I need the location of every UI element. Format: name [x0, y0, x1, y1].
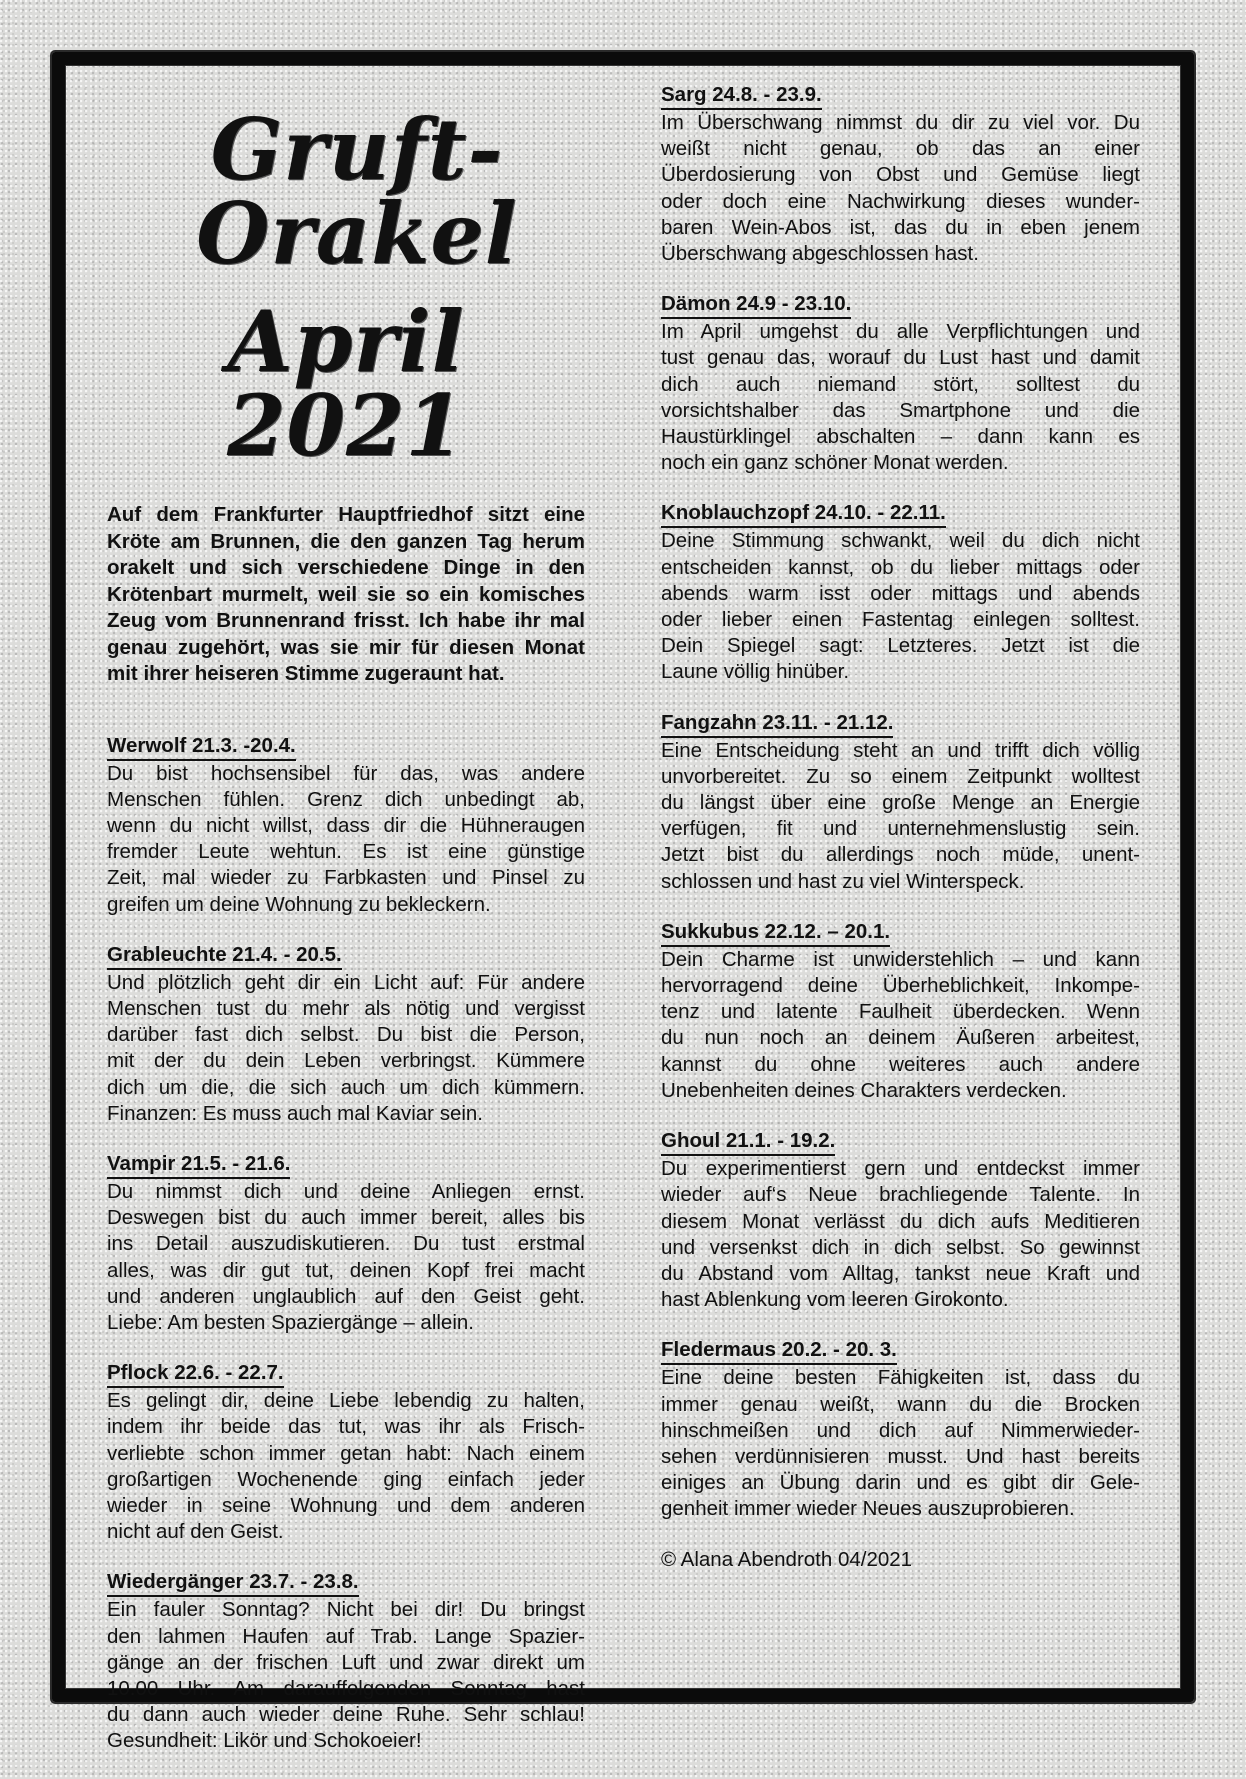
entry-line: wenn du nicht willst, dass dir die Hühneraugen: [107, 813, 585, 837]
entry-text: [661, 1156, 1140, 1313]
entry-line: tust genau das, worauf du Lust hast und damit: [661, 346, 1140, 370]
entry-line: noch ein ganz schöner Monat werden.: [661, 451, 1009, 475]
entry-line: Du bist hochsensibel für das, was andere: [107, 761, 585, 785]
entry-line: weißt nicht genau, ob das an einer: [661, 137, 1140, 161]
horoscope-entry: [107, 1360, 585, 1545]
entry-line: entscheiden kannst, ob du lieber mittags oder: [661, 555, 1140, 579]
entry-line: Ein fauler Sonntag? Nicht bei dir! Du bringst: [107, 1598, 585, 1622]
horoscope-entry: [661, 500, 1140, 685]
entry-line: alles, was dir gut tut, deinen Kopf frei macht: [107, 1258, 585, 1282]
entry-line: schlossen und hast zu viel Winterspeck.: [661, 869, 1025, 893]
entry-text: [661, 1365, 1140, 1522]
entry-line: immer genau weißt, wann du die Brocken: [661, 1392, 1140, 1416]
entry-text: [661, 528, 1140, 685]
right-column: [661, 82, 1140, 1573]
entry-line: mit der du dein Leben verbringst. Kümmere: [107, 1049, 585, 1073]
horoscope-entry: [661, 710, 1140, 895]
entry-text: [107, 761, 585, 918]
entry-line: Dein Charme ist unwiderstehlich – und kann: [661, 947, 1140, 971]
horoscope-entry: [661, 919, 1140, 1104]
entry-line: du Abstand vom Alltag, tankst neue Kraft und: [661, 1261, 1140, 1285]
horoscope-entry: [661, 82, 1140, 267]
entry-line: diesem Monat verlässt du dich aufs Meditieren: [661, 1209, 1140, 1233]
entry-line: Überdosierung von Obst und Gemüse liegt: [661, 163, 1140, 187]
entry-heading: Sarg 24.8. - 23.9.: [661, 82, 822, 110]
horoscope-entry: [107, 733, 585, 918]
entry-line: fremder Leute wehtun. Es ist eine günstige: [107, 840, 585, 864]
entry-line: sehen verdünnisieren musst. Und hast bereits: [661, 1444, 1140, 1468]
horoscope-entry: [107, 1569, 585, 1754]
entry-text: [107, 970, 585, 1127]
entry-line: Dein Spiegel sagt: Letzteres. Jetzt ist die: [661, 634, 1140, 658]
entry-line: Eine Entscheidung steht an und trifft dich völlig: [661, 738, 1140, 762]
horoscope-entry: [661, 1337, 1140, 1522]
entry-line: dich um die, die sich auch um dich kümmern.: [107, 1075, 585, 1099]
entry-line: und versenkst dich in dich selbst. So gewinnst: [661, 1235, 1140, 1259]
entry-line: nicht auf den Geist.: [107, 1520, 284, 1544]
entry-line: indem ihr beide das tut, was ihr als Frisch-: [107, 1415, 585, 1439]
entry-line: Jetzt bist du allerdings noch müde, unent-: [661, 843, 1140, 867]
entry-heading: Wiedergänger 23.7. - 23.8.: [107, 1569, 359, 1597]
entry-line: den lahmen Haufen auf Trab. Lange Spazier-: [107, 1624, 585, 1648]
title-line-1: Gruft-Orakel: [196, 100, 518, 283]
entry-line: verliebte schon immer getan habt: Nach einem: [107, 1441, 585, 1465]
entry-line: Zeit, mal wieder zu Farbkasten und Pinsel zu: [107, 866, 585, 890]
horoscope-entry: [661, 1128, 1140, 1313]
entry-heading: Knoblauchzopf 24.10. - 22.11.: [661, 500, 946, 528]
entry-line: Es gelingt dir, deine Liebe lebendig zu halten,: [107, 1389, 585, 1413]
entry-line: du dann auch wieder deine Ruhe. Sehr schlau!: [107, 1703, 585, 1727]
entry-text: [107, 1597, 585, 1754]
entry-line: Im April umgehst du alle Verpflichtungen und: [661, 320, 1140, 344]
entry-line: Eine deine besten Fähigkeiten ist, dass du: [661, 1366, 1140, 1390]
entry-heading: Ghoul 21.1. - 19.2.: [661, 1128, 835, 1156]
entry-line: Und plötzlich geht dir ein Licht auf: Für andere: [107, 970, 585, 994]
page-title: [107, 100, 585, 475]
intro-paragraph: Auf dem Frankfurter Hauptfriedhof sitzt eine Kröte am Brunnen, die den ganzen Tag herum orakelt und sich verschiedene Dinge in den Krötenbart murmelt, weil sie so ein komisches Zeug vom Brunnenrand frisst. Ich habe ihr mal genau zugehört, was sie mir für diesen Monat mit ihrer heiseren Stimme zugeraunt hat.: [107, 503, 585, 685]
entry-line: 10.00 Uhr. Am darauffolgenden Sonntag hast: [107, 1676, 585, 1700]
entry-line: Haustürklingel abschalten – dann kann es: [661, 425, 1140, 449]
entry-heading: Vampir 21.5. - 21.6.: [107, 1151, 290, 1179]
entry-line: tenz und latente Faulheit überdecken. Wenn: [661, 1000, 1140, 1024]
entry-line: und anderen unglaublich auf den Geist geht.: [107, 1284, 585, 1308]
entry-line: hinschmeißen und dich auf Nimmerwieder-: [661, 1418, 1140, 1442]
entry-text: [661, 738, 1140, 895]
entry-line: Liebe: Am besten Spaziergänge – allein.: [107, 1310, 474, 1334]
entry-line: verfügen, fit und unternehmenslustig sein.: [661, 817, 1140, 841]
entry-line: Laune völlig hinüber.: [661, 660, 850, 684]
entry-line: ins Detail auszudiskutieren. Du tust erstmal: [107, 1232, 585, 1256]
entry-line: oder doch eine Nachwirkung dieses wunder-: [661, 189, 1140, 213]
entry-text: [107, 1388, 585, 1545]
horoscope-entry: [661, 291, 1140, 476]
entry-text: [107, 1179, 585, 1336]
entry-line: greifen um deine Wohnung zu bekleckern.: [107, 892, 491, 916]
entry-line: abends warm isst oder mittags und abends: [661, 581, 1140, 605]
entry-line: dich auch niemand stört, solltest du: [661, 372, 1140, 396]
entry-line: Menschen fühlen. Grenz dich unbedingt ab,: [107, 787, 585, 811]
entry-heading: Pflock 22.6. - 22.7.: [107, 1360, 284, 1388]
entry-line: gänge an der frischen Luft und zwar direkt um: [107, 1650, 585, 1674]
entry-line: kannst du ohne weiteres auch andere: [661, 1052, 1140, 1076]
entry-line: darüber fast dich selbst. Du bist die Person,: [107, 1023, 585, 1047]
entry-line: Du experimentierst gern und entdeckst immer: [661, 1157, 1140, 1181]
left-column: [107, 100, 585, 1779]
right-horoscope-list: [661, 82, 1140, 1523]
entry-line: du nun noch an deinem Äußeren arbeitest,: [661, 1026, 1140, 1050]
horoscope-entry: [107, 1151, 585, 1336]
entry-line: großartigen Wochenende ging einfach jeder: [107, 1467, 585, 1491]
entry-text: [661, 319, 1140, 476]
spacer: [107, 688, 585, 733]
copyright-notice: © Alana Abendroth 04/2021: [661, 1547, 913, 1571]
left-horoscope-list: [107, 733, 585, 1755]
entry-line: baren Wein-Abos ist, das du in eben jenem: [661, 215, 1140, 239]
entry-line: vorsichtshalber das Smartphone und die: [661, 398, 1140, 422]
entry-heading: Fledermaus 20.2. - 20. 3.: [661, 1337, 897, 1365]
entry-heading: Dämon 24.9 - 23.10.: [661, 291, 851, 319]
entry-line: wieder in seine Wohnung und dem anderen: [107, 1493, 585, 1517]
horoscope-entry: [107, 942, 585, 1127]
entry-text: [661, 110, 1140, 267]
entry-line: Unebenheiten deines Charakters verdecken.: [661, 1078, 1067, 1102]
entry-line: hervorragend deine Überheblichkeit, Inkompe-: [661, 974, 1140, 998]
entry-line: Deine Stimmung schwankt, weil du dich nicht: [661, 529, 1140, 553]
entry-line: Finanzen: Es muss auch mal Kaviar sein.: [107, 1101, 483, 1125]
entry-heading: Grableuchte 21.4. - 20.5.: [107, 942, 342, 970]
entry-line: Überschwang abgeschlossen hast.: [661, 242, 979, 266]
entry-line: Gesundheit: Likör und Schokoeier!: [107, 1729, 422, 1753]
entry-line: hast Ablenkung vom leeren Girokonto.: [661, 1288, 1009, 1312]
entry-line: einiges an Übung darin und es gibt dir Gele-: [661, 1471, 1140, 1495]
entry-heading: Sukkubus 22.12. – 20.1.: [661, 919, 890, 947]
entry-line: Im Überschwang nimmst du dir zu viel vor. Du: [661, 111, 1140, 134]
entry-line: du längst über eine große Menge an Energie: [661, 791, 1140, 815]
entry-line: Menschen tust du mehr als nötig und vergisst: [107, 996, 585, 1020]
entry-line: wieder auf‘s Neue brachliegende Talente. In: [661, 1183, 1140, 1207]
entry-line: genheit immer wieder Neues auszuprobieren.: [661, 1497, 1075, 1521]
entry-line: unvorbereitet. Zu so einem Zeitpunkt wolltest: [661, 764, 1140, 788]
entry-heading: Fangzahn 23.11. - 21.12.: [661, 710, 893, 738]
entry-line: Du nimmst dich und deine Anliegen ernst.: [107, 1179, 585, 1203]
entry-text: [661, 947, 1140, 1104]
entry-line: Deswegen bist du auch immer bereit, alles bis: [107, 1206, 585, 1230]
title-line-2: April 2021: [227, 292, 465, 475]
entry-heading: Werwolf 21.3. -20.4.: [107, 733, 296, 761]
entry-line: oder lieber einen Fastentag einlegen solltest.: [661, 608, 1140, 632]
